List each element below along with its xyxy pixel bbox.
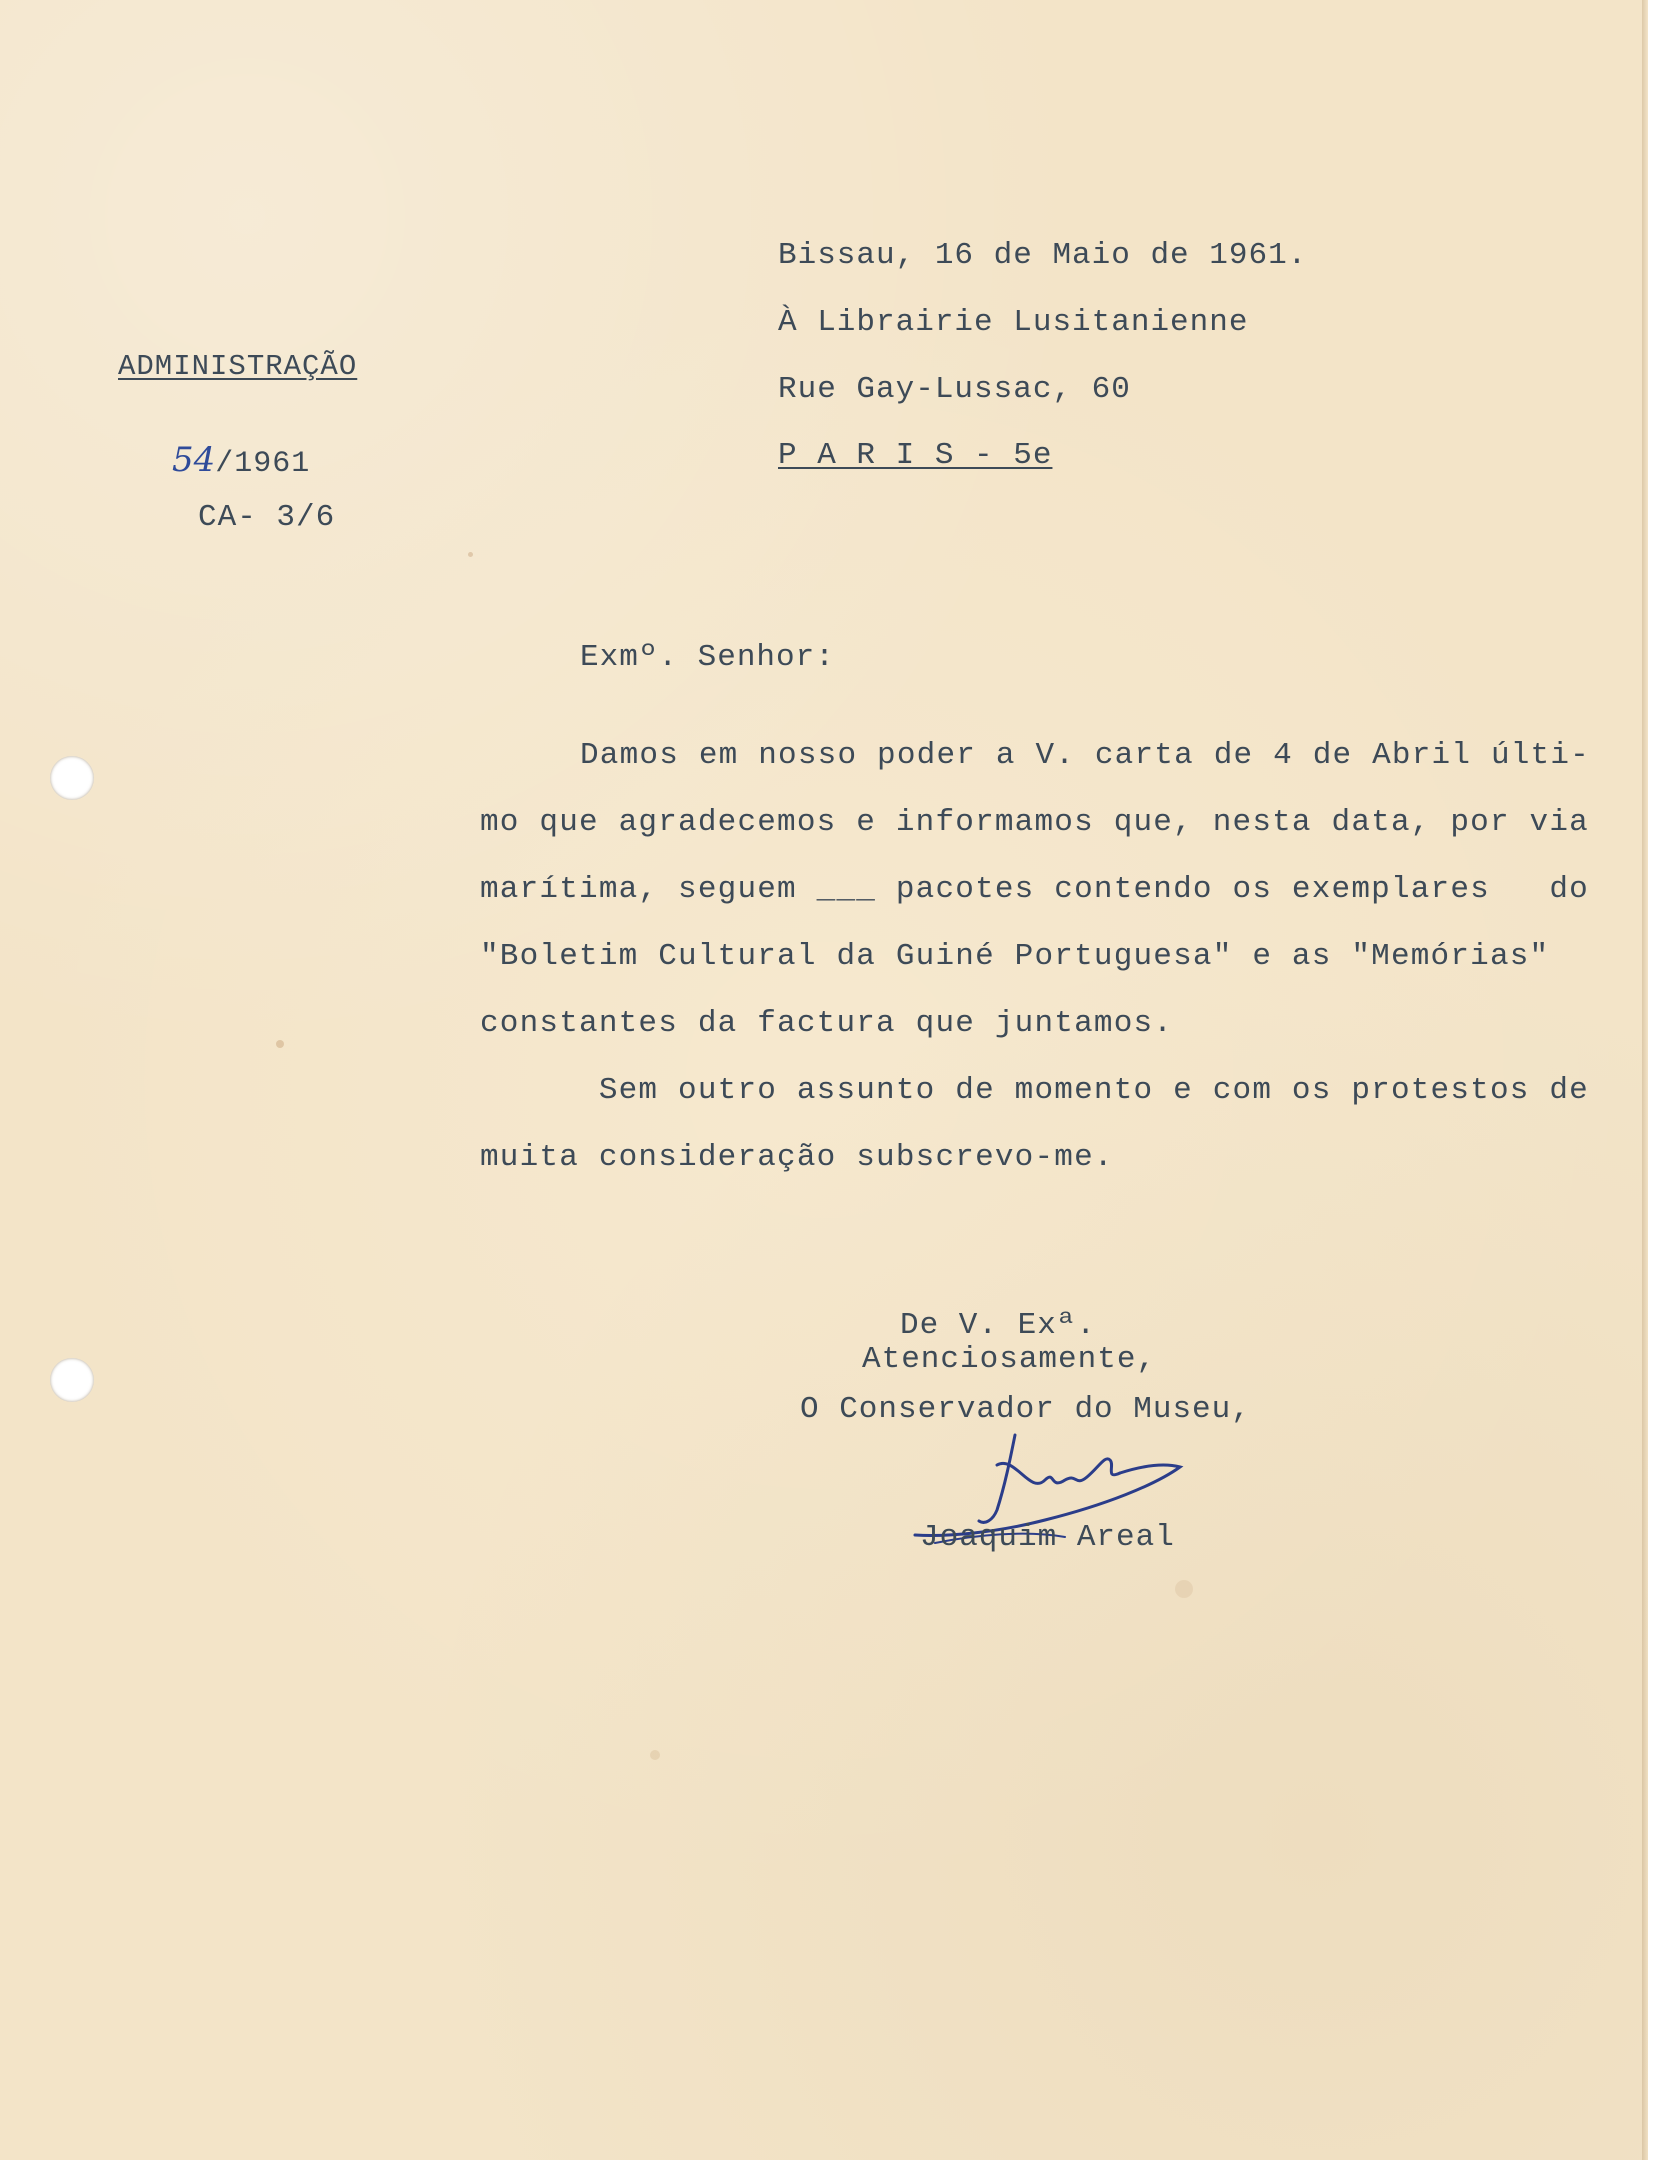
department-heading: ADMINISTRAÇÃO — [118, 350, 358, 383]
punch-hole-bottom — [50, 1358, 94, 1402]
stain-mark — [468, 552, 473, 557]
stain-mark — [1175, 1580, 1193, 1598]
salutation: Exmº. Senhor: — [580, 640, 835, 675]
city-line: P A R I S - 5e — [778, 438, 1053, 473]
closing-line-3: O Conservador do Museu, — [800, 1392, 1251, 1427]
body-line-4: "Boletim Cultural da Guiné Portuguesa" e as "Memórias" — [480, 939, 1550, 974]
reference-code: CA- 3/6 — [198, 500, 336, 535]
body-line-6: Sem outro assunto de momento e com os protestos de — [480, 1073, 1589, 1108]
punch-hole-top — [50, 756, 94, 800]
recipient-line: À Librairie Lusitanienne — [778, 305, 1249, 340]
reference-number — [172, 440, 310, 481]
address-line: Rue Gay-Lussac, 60 — [778, 372, 1131, 407]
handwritten-number: 54 — [172, 440, 216, 480]
closing-line-1: De V. Exª. — [900, 1308, 1097, 1343]
body-line-3: marítima, seguem ___ pacotes contendo os exemplares do — [480, 872, 1589, 907]
body-line-7: muita consideração subscrevo-me. — [480, 1140, 1114, 1175]
date-line: Bissau, 16 de Maio de 1961. — [778, 238, 1308, 273]
signatory-name: Joaquim Areal — [920, 1520, 1175, 1555]
stain-mark — [276, 1040, 284, 1048]
closing-line-2: Atenciosamente, — [862, 1342, 1157, 1377]
stain-mark — [650, 1750, 660, 1760]
body-line-2: mo que agradecemos e informamos que, nesta data, por via — [480, 805, 1589, 840]
reference-year: /1961 — [215, 447, 311, 481]
body-line-1: Damos em nosso poder a V. carta de 4 de Abril últi- — [580, 738, 1590, 773]
body-line-5: constantes da factura que juntamos. — [480, 1006, 1174, 1041]
page-edge — [1642, 0, 1648, 2160]
